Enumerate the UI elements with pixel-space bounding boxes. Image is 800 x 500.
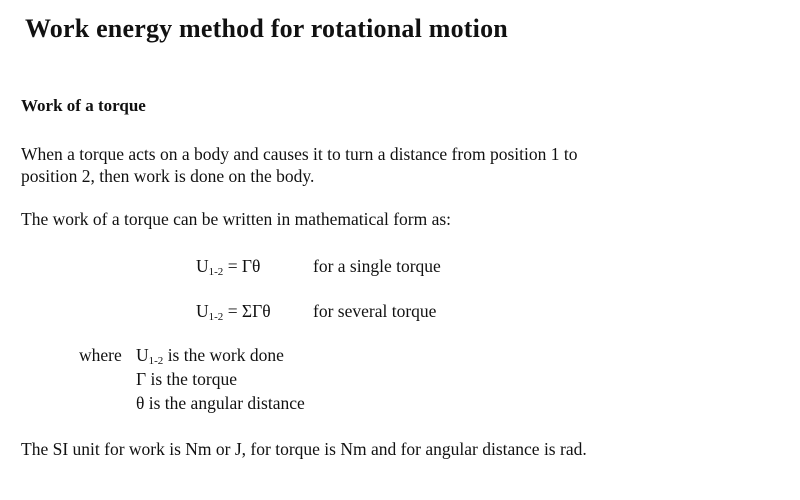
definition-torque: Γ is the torque [136,369,238,389]
equation-description: for a single torque [313,256,441,276]
equation-subscript: 1-2 [208,266,224,278]
equation-symbol: U [196,301,209,321]
definition-symbol: U [136,345,149,365]
paragraph-math-form: The work of a torque can be written in mathematical form as: [21,209,452,229]
equation-rhs: = ΣΓθ [223,301,271,321]
paragraph-si-units: The SI unit for work is Nm or J, for torque is Nm and for angular distance is rad. [21,439,587,459]
section-heading: Work of a torque [21,96,146,115]
definition-subscript: 1-2 [148,355,164,367]
equation-rhs: = Γθ [223,256,261,276]
equation-several-torque [196,301,271,323]
paragraph-line: When a torque acts on a body and causes it to turn a distance from position 1 to [21,144,578,164]
definition-angular-distance: θ is the angular distance [136,393,305,413]
paragraph-torque-work [21,143,577,187]
definition-text: is the work done [163,345,284,365]
paragraph-line: position 2, then work is done on the body. [21,166,315,186]
where-label: where [79,345,122,365]
equation-description: for several torque [313,301,437,321]
equation-single-torque [196,256,260,278]
equation-subscript: 1-2 [208,311,224,323]
document-title: Work energy method for rotational motion [25,14,508,43]
definition-work [136,345,284,367]
equation-symbol: U [196,256,209,276]
